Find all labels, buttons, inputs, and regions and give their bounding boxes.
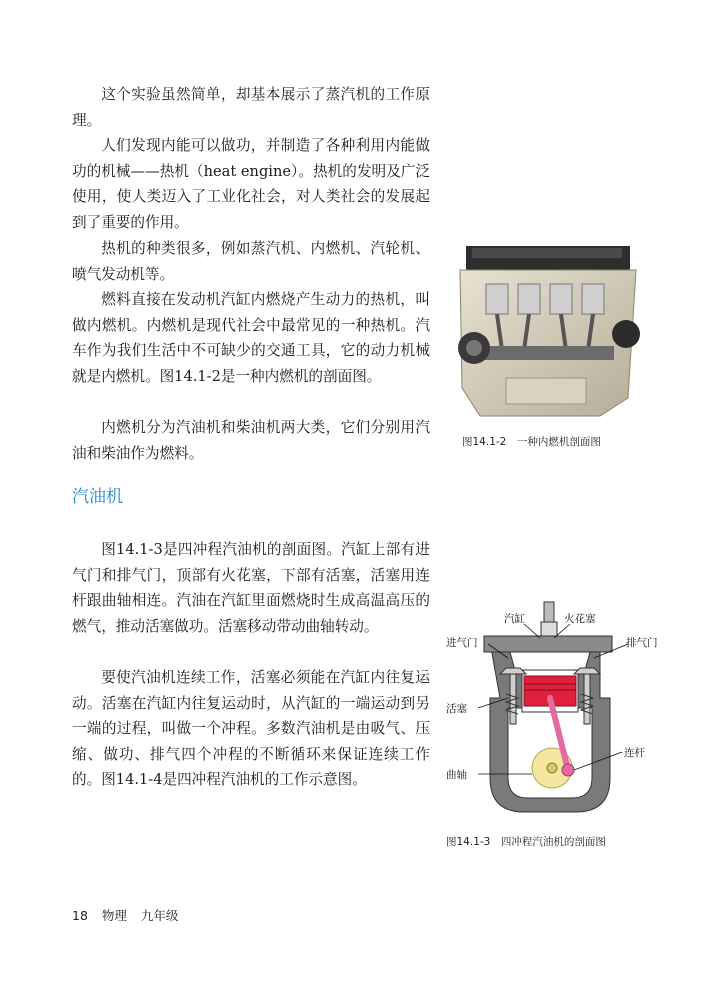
label-connecting-rod: 连杆 — [624, 747, 645, 759]
paragraph-5: 内燃机分为汽油机和柴油机两大类，它们分别用汽油和柴油作为燃料。 — [72, 419, 430, 462]
label-crankshaft: 曲轴 — [446, 769, 467, 781]
section-title: 汽油机 — [72, 487, 123, 507]
paragraph-3: 热机的种类很多，例如蒸汽机、内燃机、汽轮机、喷气发动机等。 — [72, 240, 430, 283]
paragraph-1: 这个实验虽然简单，却基本展示了蒸汽机的工作原理。 — [72, 86, 430, 129]
label-intake-valve: 进气门 — [446, 637, 478, 649]
spark-plug — [544, 602, 554, 622]
label-piston: 活塞 — [446, 703, 467, 715]
label-spark-plug: 火花塞 — [564, 613, 596, 625]
footer-subject: 物理 — [101, 908, 127, 923]
four-stroke-engine-diagram — [444, 598, 664, 820]
engine-figure-caption: 图14.1-2 一种内燃机剖面图 — [462, 436, 601, 448]
page-number: 18 — [72, 908, 88, 923]
label-cylinder: 汽缸 — [504, 613, 525, 625]
section-paragraph-1: 图14.1-3是四冲程汽油机的剖面图。汽缸上部有进气门和排气门，顶部有火花塞，下部有活塞，活塞用连杆跟曲轴相连。汽油在汽缸里面燃烧时生成高温高压的燃气，推动活塞做功。活塞移动带动曲轴转动。 — [72, 541, 430, 635]
paragraph-4: 燃料直接在发动机汽缸内燃烧产生动力的热机，叫做内燃机。内燃机是现代社会中最常见的一种热机。汽车作为我们生活中不可缺少的交通工具，它的动力机械就是内燃机。图14.1-2是一种内燃机的剖面图。 — [72, 291, 430, 385]
section-paragraph-2: 要使汽油机连续工作，活塞必须能在汽缸内往复运动。活塞在汽缸内往复运动时，从汽缸的一端运动到另一端的过程，叫做一个冲程。多数汽油机是由吸气、压缩、做功、排气四个冲程的不断循环来保证连续工作的。图14.1-4是四冲程汽油机的工作示意图。 — [72, 669, 430, 789]
label-exhaust-valve: 排气门 — [626, 637, 658, 649]
engine-cutaway-image — [450, 238, 646, 424]
diagram-figure-caption: 图14.1-3 四冲程汽油机的剖面图 — [446, 836, 606, 848]
footer-grade: 九年级 — [140, 908, 179, 923]
cylinder-head — [484, 636, 612, 652]
paragraph-2: 人们发现内能可以做功，并制造了各种利用内能做功的机械——热机（heat engine）。热机的发明及广泛使用，使人类迈入了工业化社会，对人类社会的发展起到了重要的作用。 — [72, 137, 430, 231]
page-footer — [72, 906, 188, 924]
engine-cutaway-figure — [450, 238, 646, 424]
